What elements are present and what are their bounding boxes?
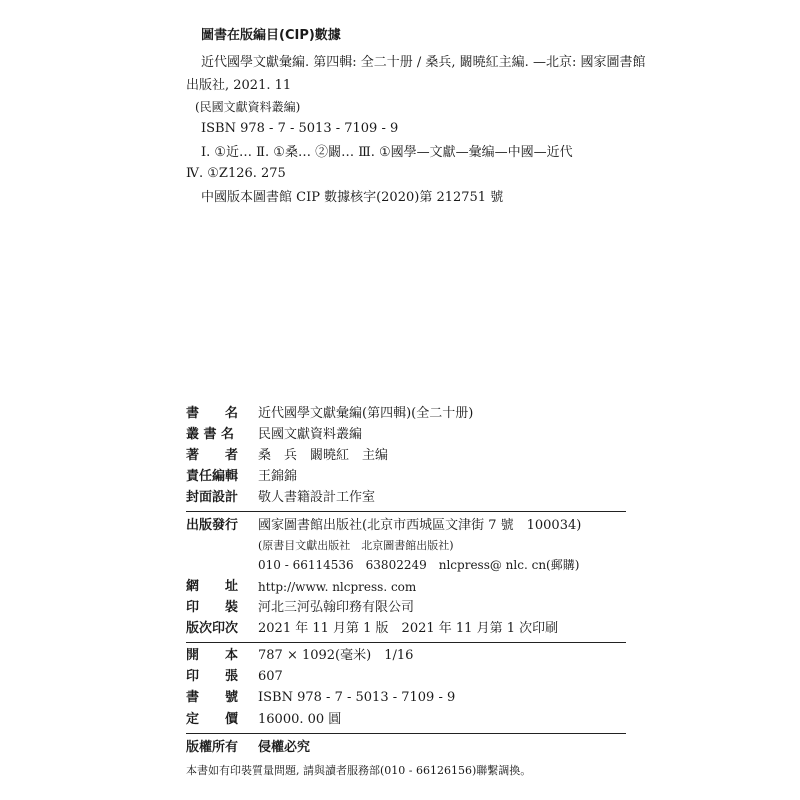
divider <box>186 642 626 643</box>
series-value: 民國文獻資料叢編 <box>258 427 363 442</box>
cip-classification-2: Ⅳ. ①Z126. 275 <box>186 166 286 181</box>
copyright-value: 侵權必究 <box>258 740 311 755</box>
authors-label: 著 者 <box>186 448 239 463</box>
editor-label: 責任編輯 <box>186 469 239 484</box>
divider <box>186 511 626 512</box>
cip-entry-line-2: 出版社, 2021. 11 <box>186 78 292 93</box>
authors-value: 桑 兵 闞曉紅 主编 <box>258 448 389 463</box>
price-value: 16000. 00 圓 <box>258 712 342 727</box>
edition-label: 版次印次 <box>186 621 239 636</box>
sheets-value: 607 <box>258 669 283 684</box>
publisher-label: 出版發行 <box>186 518 239 533</box>
divider <box>186 733 626 734</box>
service-notice: 本書如有印裝質量問題, 請與讀者服務部(010 - 66126156)聯繫調換。 <box>186 764 532 777</box>
printer-value: 河北三河弘翰印務有限公司 <box>258 600 415 615</box>
book-number-label: 書 號 <box>186 690 239 705</box>
cip-heading: 圖書在版編目(CIP)數據 <box>201 28 341 43</box>
cover-design-value: 敬人書籍設計工作室 <box>258 490 376 505</box>
copyright-label: 版權所有 <box>186 740 239 755</box>
publisher-contact: 010 - 66114536 63802249 nlcpress@ nlc. cn(郵購) <box>258 558 580 572</box>
publisher-former-names: (原書目文獻出版社 北京圖書館出版社) <box>258 539 454 552</box>
website-value: http://www. nlcpress. com <box>258 580 417 594</box>
format-label: 開 本 <box>186 648 239 663</box>
sheets-label: 印 張 <box>186 669 239 684</box>
format-value: 787 × 1092(毫米) 1/16 <box>258 648 414 663</box>
cip-classification-1: Ⅰ. ①近… Ⅱ. ①桑… ②闞… Ⅲ. ①國學—文獻—彙编—中國—近代 <box>201 145 573 160</box>
title-value: 近代國學文獻彙編(第四輯)(全二十册) <box>258 406 474 421</box>
website-label: 網 址 <box>186 579 239 594</box>
cip-isbn: ISBN 978 - 7 - 5013 - 7109 - 9 <box>201 121 399 136</box>
printer-label: 印 裝 <box>186 600 239 615</box>
price-label: 定 價 <box>186 712 239 727</box>
series-label: 叢 書 名 <box>186 427 235 442</box>
cip-entry-line-1: 近代國學文獻彙編. 第四輯: 全二十册 / 桑兵, 闞曉紅主編. —北京: 國家圖書館 <box>201 55 646 70</box>
cip-series: (民國文獻資料叢編) <box>195 100 301 114</box>
book-number-value: ISBN 978 - 7 - 5013 - 7109 - 9 <box>258 690 456 705</box>
cover-design-label: 封面設計 <box>186 490 239 505</box>
cip-record-number: 中國版本圖書館 CIP 數據核字(2020)第 212751 號 <box>201 190 504 205</box>
publisher-value: 國家圖書館出版社(北京市西城區文津街 7 號 100034) <box>258 518 582 533</box>
edition-value: 2021 年 11 月第 1 版 2021 年 11 月第 1 次印刷 <box>258 621 559 636</box>
editor-value: 王錦錦 <box>258 469 298 484</box>
title-label: 書 名 <box>186 406 239 421</box>
